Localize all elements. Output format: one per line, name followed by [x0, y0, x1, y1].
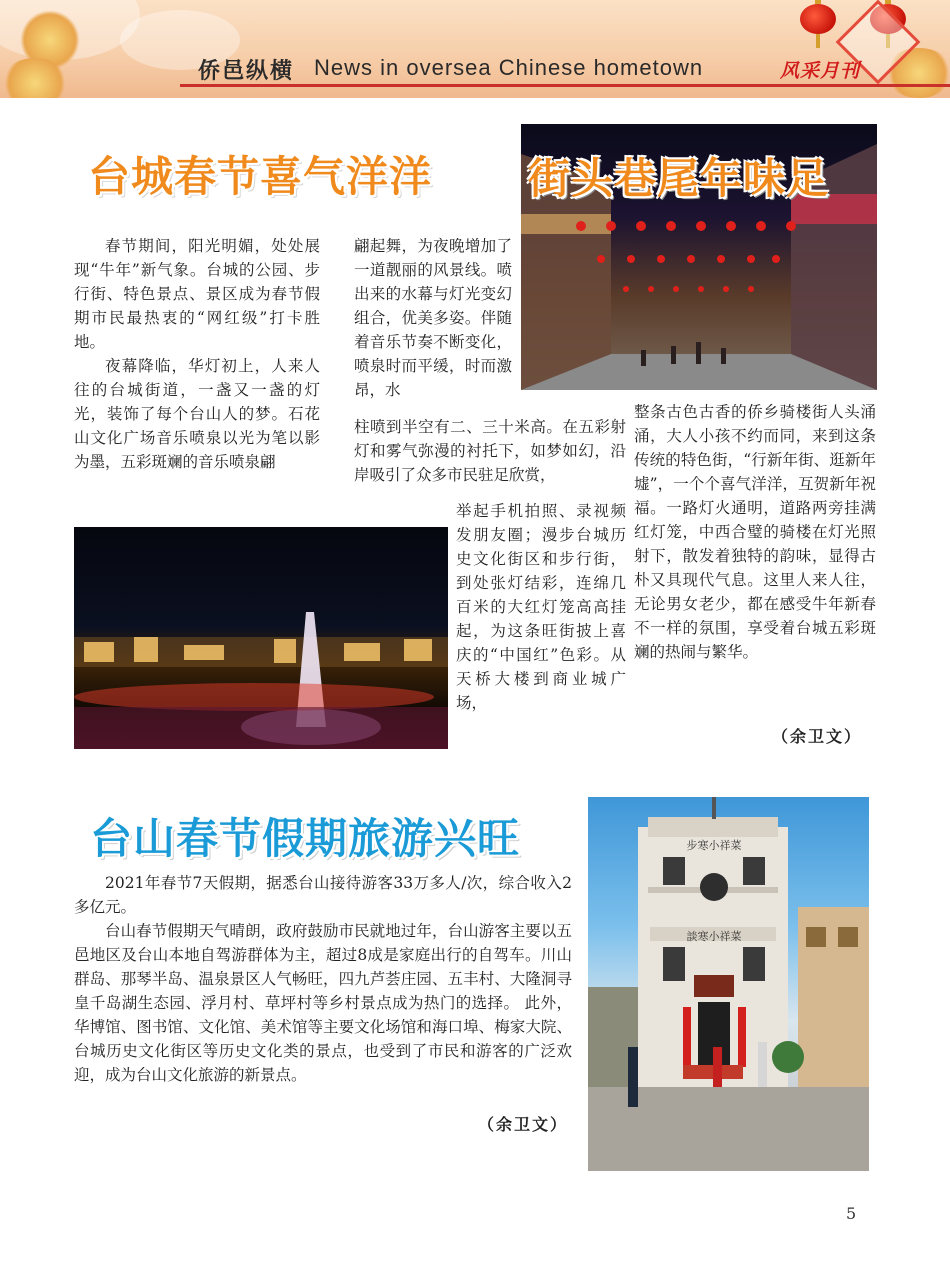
section-title-en: News in oversea Chinese hometown — [314, 55, 704, 80]
paragraph: 台山春节假期天气晴朗，政府鼓励市民就地过年，台山游客主要以五邑地区及台山本地自驾游群体为主，超过8成是家庭出行的自驾车。川山群岛、那琴半岛、温泉景区人气畅旺，四九芦荟庄园、五丰村、大隆洞寻皇千岛湖生态园、浮月村、草坪村等乡村景点成为热门的选择。 此外，华博馆、图书馆、文化馆、美术馆等主要文化场馆和海口埠、梅家大院、台城历史文化街区等历史文化类的景点，也受到了市民和游客的广泛欢迎，成为台山文化旅游的新景点。 — [74, 922, 572, 1084]
building-sign-mid: 談寒小祥菜 — [686, 930, 742, 943]
article1-column-2-bottom — [456, 499, 626, 715]
paragraph: 柱喷到半空有二、三十米高。在五彩射灯和雾气弥漫的衬托下，如梦如幻，沿岸吸引了众多市民驻足欣赏， — [354, 418, 626, 484]
article1-column-2-top — [354, 234, 512, 402]
article1-title-left: 台城春节喜气洋洋 — [88, 152, 433, 201]
paragraph: 春节期间，阳光明媚，处处展现“牛年”新气象。台城的公园、步行街、特色景点、景区成为春节假期市民最热衷的“网红级”打卡胜地。 — [74, 237, 320, 351]
section-title-cn: 侨邑纵横 — [198, 58, 295, 84]
fountain-night-photo — [74, 527, 448, 749]
article1-column-3 — [634, 400, 876, 664]
article1-column-1 — [74, 234, 320, 474]
page-number: 5 — [846, 1204, 857, 1223]
historic-building-photo — [588, 797, 869, 1171]
paragraph: 翩起舞，为夜晚增加了一道靓丽的风景线。喷出来的水幕与灯光变幻组合，优美多姿。伴随着音乐节奏不断变化，喷泉时而平缓，时而激昂，水 — [354, 237, 512, 399]
building-sign-top: 步寒小祥菜 — [686, 839, 742, 852]
article1-byline: （余卫文） — [772, 727, 863, 746]
header-banner — [0, 0, 950, 98]
paragraph: 2021年春节7天假期，据悉台山接待游客33万多人/次，综合收入2多亿元。 — [74, 874, 572, 916]
paragraph: 举起手机拍照、录视频发朋友圈；漫步台城历史文化街区和步行街，到处张灯结彩，连绵几百米的大红灯笼高高挂起，为这条旺街披上喜庆的“中国红”色彩。从天桥大楼到商业城广场， — [456, 502, 626, 712]
article2-body — [74, 871, 572, 1087]
article1-column-2-wide — [354, 415, 626, 487]
lantern-icon — [800, 4, 836, 34]
article1-title-right: 街头巷尾年味足 — [528, 154, 830, 203]
paragraph: 整条古色古香的侨乡骑楼街人头涌涌，大人小孩不约而同，来到这条传统的特色街，“行新年街、逛新年墟”，一个个喜气洋洋，互贺新年祝福。一路灯火通明，道路两旁挂满红灯笼，中西合璧的骑楼在灯光照射下，散发着独特的韵味，显得古朴又具现代气息。这里人来人往，无论男女老少，都在感受牛年新春不一样的氛围，享受着台城五彩斑斓的热闹与繁华。 — [634, 403, 876, 661]
column-name: 风采月刊 — [780, 60, 861, 82]
article2-title: 台山春节假期旅游兴旺 — [90, 814, 521, 863]
paragraph: 夜幕降临，华灯初上，人来人往的台城街道，一盏又一盏的灯光，装饰了每个台山人的梦。石花山文化广场音乐喷泉以光为笔以影为墨，五彩斑斓的音乐喷泉翩 — [74, 357, 320, 471]
header-rule — [180, 84, 950, 87]
article2-byline: （余卫文） — [478, 1115, 569, 1134]
